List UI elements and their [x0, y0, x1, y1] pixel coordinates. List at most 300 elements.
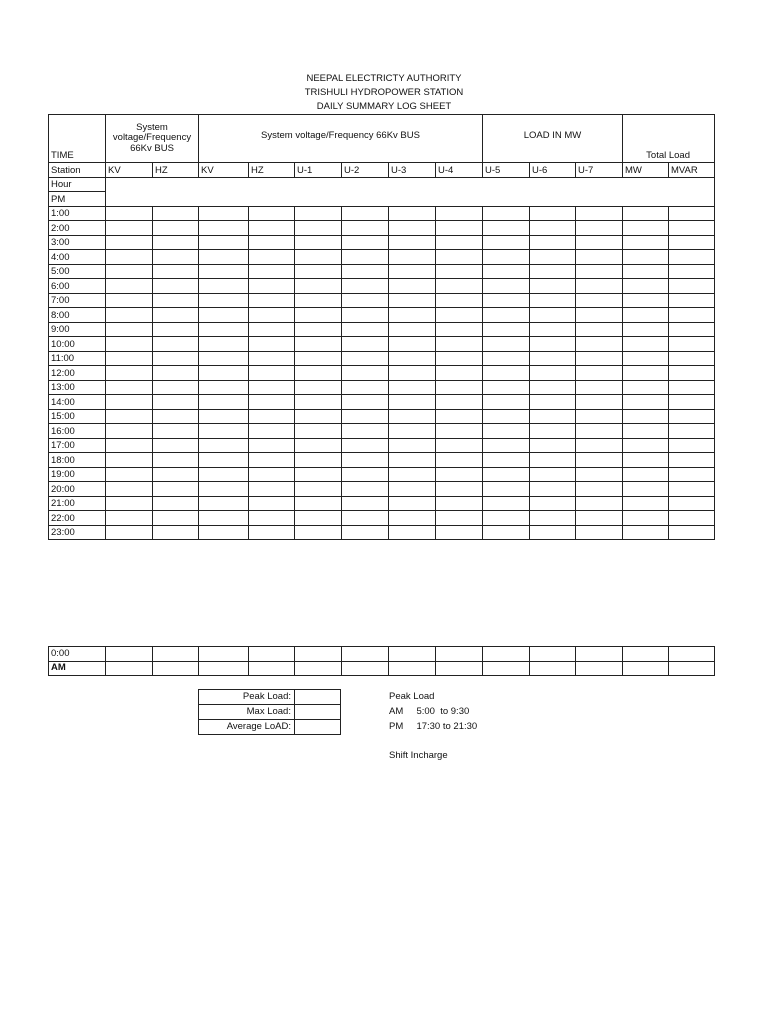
- log-cell[interactable]: [106, 351, 153, 366]
- log-cell[interactable]: [153, 395, 199, 410]
- log-cell[interactable]: [623, 511, 669, 526]
- max-load-value-field[interactable]: [295, 705, 341, 720]
- log-cell[interactable]: [483, 467, 530, 482]
- log-cell[interactable]: [342, 424, 389, 439]
- log-cell[interactable]: [106, 424, 153, 439]
- log-cell[interactable]: [199, 438, 249, 453]
- log-cell[interactable]: [199, 264, 249, 279]
- log-cell[interactable]: [576, 235, 623, 250]
- log-cell[interactable]: [530, 467, 576, 482]
- log-cell[interactable]: [436, 380, 483, 395]
- log-cell[interactable]: [106, 453, 153, 468]
- log-cell[interactable]: [576, 337, 623, 352]
- log-cell[interactable]: [669, 293, 715, 308]
- log-cell[interactable]: [436, 453, 483, 468]
- log-cell[interactable]: [106, 235, 153, 250]
- log-cell[interactable]: [389, 525, 436, 540]
- log-cell[interactable]: [295, 221, 342, 236]
- log-cell[interactable]: [106, 496, 153, 511]
- log-cell[interactable]: [530, 409, 576, 424]
- log-cell[interactable]: [623, 496, 669, 511]
- log-cell[interactable]: [576, 496, 623, 511]
- log-cell[interactable]: [623, 250, 669, 265]
- log-cell[interactable]: [623, 366, 669, 381]
- log-cell[interactable]: [623, 308, 669, 323]
- log-cell[interactable]: [389, 409, 436, 424]
- log-cell[interactable]: [249, 250, 295, 265]
- log-cell[interactable]: [389, 264, 436, 279]
- log-cell[interactable]: [249, 424, 295, 439]
- log-cell[interactable]: [199, 395, 249, 410]
- log-cell[interactable]: [623, 264, 669, 279]
- log-cell[interactable]: [483, 293, 530, 308]
- log-cell[interactable]: [199, 380, 249, 395]
- log-cell[interactable]: [530, 221, 576, 236]
- log-cell[interactable]: [389, 453, 436, 468]
- log-cell[interactable]: [342, 409, 389, 424]
- log-cell[interactable]: [153, 424, 199, 439]
- log-cell[interactable]: [669, 250, 715, 265]
- log-cell[interactable]: [483, 351, 530, 366]
- log-cell[interactable]: [483, 380, 530, 395]
- log-cell[interactable]: [623, 467, 669, 482]
- log-cell[interactable]: [576, 525, 623, 540]
- log-cell[interactable]: [199, 235, 249, 250]
- log-cell[interactable]: [295, 322, 342, 337]
- log-cell[interactable]: [106, 467, 153, 482]
- log-cell[interactable]: [199, 279, 249, 294]
- log-cell[interactable]: [199, 351, 249, 366]
- log-cell[interactable]: [295, 409, 342, 424]
- log-cell[interactable]: [342, 235, 389, 250]
- log-cell[interactable]: [530, 337, 576, 352]
- log-cell[interactable]: [436, 264, 483, 279]
- log-cell[interactable]: [153, 482, 199, 497]
- log-cell[interactable]: [153, 380, 199, 395]
- log-cell[interactable]: [342, 264, 389, 279]
- log-cell[interactable]: [576, 221, 623, 236]
- log-cell[interactable]: [576, 322, 623, 337]
- log-cell[interactable]: [342, 206, 389, 221]
- log-cell[interactable]: [530, 308, 576, 323]
- log-cell[interactable]: [199, 511, 249, 526]
- log-cell[interactable]: [106, 438, 153, 453]
- log-cell[interactable]: [153, 322, 199, 337]
- log-cell[interactable]: [295, 424, 342, 439]
- log-cell[interactable]: [389, 380, 436, 395]
- log-cell[interactable]: [199, 366, 249, 381]
- log-cell[interactable]: [669, 409, 715, 424]
- log-cell[interactable]: [106, 647, 153, 662]
- log-cell[interactable]: [342, 322, 389, 337]
- log-cell[interactable]: [342, 482, 389, 497]
- log-cell[interactable]: [106, 308, 153, 323]
- log-cell[interactable]: [623, 206, 669, 221]
- log-cell[interactable]: [342, 293, 389, 308]
- log-cell[interactable]: [669, 496, 715, 511]
- log-cell[interactable]: [436, 438, 483, 453]
- log-cell[interactable]: [436, 337, 483, 352]
- log-cell[interactable]: [576, 308, 623, 323]
- log-cell[interactable]: [576, 395, 623, 410]
- log-cell[interactable]: [576, 482, 623, 497]
- log-cell[interactable]: [483, 647, 530, 662]
- log-cell[interactable]: [249, 351, 295, 366]
- log-cell[interactable]: [436, 279, 483, 294]
- log-cell[interactable]: [249, 264, 295, 279]
- log-cell[interactable]: [623, 395, 669, 410]
- log-cell[interactable]: [295, 438, 342, 453]
- log-cell[interactable]: [295, 453, 342, 468]
- log-cell[interactable]: [295, 308, 342, 323]
- log-cell[interactable]: [530, 424, 576, 439]
- log-cell[interactable]: [623, 293, 669, 308]
- log-cell[interactable]: [295, 661, 342, 676]
- log-cell[interactable]: [483, 496, 530, 511]
- log-cell[interactable]: [106, 206, 153, 221]
- log-cell[interactable]: [106, 482, 153, 497]
- log-cell[interactable]: [106, 395, 153, 410]
- log-cell[interactable]: [153, 337, 199, 352]
- log-cell[interactable]: [530, 482, 576, 497]
- log-cell[interactable]: [436, 525, 483, 540]
- log-cell[interactable]: [530, 380, 576, 395]
- log-cell[interactable]: [153, 438, 199, 453]
- log-cell[interactable]: [249, 395, 295, 410]
- log-cell[interactable]: [199, 661, 249, 676]
- log-cell[interactable]: [342, 525, 389, 540]
- log-cell[interactable]: [389, 279, 436, 294]
- log-cell[interactable]: [295, 351, 342, 366]
- log-cell[interactable]: [342, 380, 389, 395]
- log-cell[interactable]: [295, 395, 342, 410]
- log-cell[interactable]: [436, 395, 483, 410]
- log-cell[interactable]: [342, 496, 389, 511]
- log-cell[interactable]: [249, 235, 295, 250]
- log-cell[interactable]: [153, 496, 199, 511]
- log-cell[interactable]: [576, 453, 623, 468]
- log-cell[interactable]: [389, 308, 436, 323]
- log-cell[interactable]: [295, 511, 342, 526]
- log-cell[interactable]: [623, 235, 669, 250]
- log-cell[interactable]: [623, 279, 669, 294]
- log-cell[interactable]: [623, 453, 669, 468]
- log-cell[interactable]: [389, 206, 436, 221]
- log-cell[interactable]: [389, 250, 436, 265]
- log-cell[interactable]: [483, 453, 530, 468]
- log-cell[interactable]: [576, 366, 623, 381]
- log-cell[interactable]: [249, 366, 295, 381]
- log-cell[interactable]: [436, 647, 483, 662]
- log-cell[interactable]: [576, 511, 623, 526]
- log-cell[interactable]: [249, 467, 295, 482]
- log-cell[interactable]: [623, 482, 669, 497]
- log-cell[interactable]: [106, 250, 153, 265]
- log-cell[interactable]: [106, 525, 153, 540]
- log-cell[interactable]: [199, 337, 249, 352]
- log-cell[interactable]: [342, 467, 389, 482]
- log-cell[interactable]: [199, 647, 249, 662]
- log-cell[interactable]: [623, 351, 669, 366]
- log-cell[interactable]: [389, 221, 436, 236]
- log-cell[interactable]: [530, 647, 576, 662]
- log-cell[interactable]: [669, 482, 715, 497]
- log-cell[interactable]: [342, 351, 389, 366]
- log-cell[interactable]: [249, 380, 295, 395]
- log-cell[interactable]: [342, 647, 389, 662]
- log-cell[interactable]: [153, 235, 199, 250]
- log-cell[interactable]: [530, 206, 576, 221]
- log-cell[interactable]: [576, 264, 623, 279]
- log-cell[interactable]: [436, 293, 483, 308]
- log-cell[interactable]: [389, 438, 436, 453]
- log-cell[interactable]: [106, 322, 153, 337]
- log-cell[interactable]: [295, 366, 342, 381]
- log-cell[interactable]: [389, 395, 436, 410]
- log-cell[interactable]: [576, 409, 623, 424]
- log-cell[interactable]: [669, 264, 715, 279]
- log-cell[interactable]: [249, 206, 295, 221]
- log-cell[interactable]: [199, 322, 249, 337]
- log-cell[interactable]: [153, 279, 199, 294]
- log-cell[interactable]: [199, 250, 249, 265]
- log-cell[interactable]: [669, 661, 715, 676]
- log-cell[interactable]: [623, 525, 669, 540]
- log-cell[interactable]: [295, 264, 342, 279]
- log-cell[interactable]: [342, 337, 389, 352]
- log-cell[interactable]: [249, 279, 295, 294]
- log-cell[interactable]: [295, 279, 342, 294]
- log-cell[interactable]: [106, 279, 153, 294]
- log-cell[interactable]: [342, 308, 389, 323]
- log-cell[interactable]: [153, 308, 199, 323]
- log-cell[interactable]: [342, 453, 389, 468]
- log-cell[interactable]: [389, 467, 436, 482]
- log-cell[interactable]: [199, 467, 249, 482]
- log-cell[interactable]: [530, 322, 576, 337]
- log-cell[interactable]: [295, 337, 342, 352]
- log-cell[interactable]: [389, 293, 436, 308]
- log-cell[interactable]: [199, 424, 249, 439]
- log-cell[interactable]: [199, 221, 249, 236]
- log-cell[interactable]: [623, 661, 669, 676]
- log-cell[interactable]: [530, 279, 576, 294]
- log-cell[interactable]: [153, 250, 199, 265]
- log-cell[interactable]: [483, 322, 530, 337]
- log-cell[interactable]: [199, 525, 249, 540]
- log-cell[interactable]: [483, 424, 530, 439]
- log-cell[interactable]: [153, 206, 199, 221]
- log-cell[interactable]: [106, 221, 153, 236]
- log-cell[interactable]: [342, 366, 389, 381]
- log-cell[interactable]: [249, 453, 295, 468]
- log-cell[interactable]: [669, 322, 715, 337]
- log-cell[interactable]: [669, 380, 715, 395]
- log-cell[interactable]: [623, 380, 669, 395]
- log-cell[interactable]: [436, 322, 483, 337]
- log-cell[interactable]: [436, 467, 483, 482]
- log-cell[interactable]: [199, 293, 249, 308]
- log-cell[interactable]: [295, 467, 342, 482]
- log-cell[interactable]: [249, 525, 295, 540]
- log-cell[interactable]: [576, 467, 623, 482]
- log-cell[interactable]: [342, 661, 389, 676]
- log-cell[interactable]: [530, 293, 576, 308]
- log-cell[interactable]: [436, 308, 483, 323]
- log-cell[interactable]: [295, 206, 342, 221]
- log-cell[interactable]: [249, 496, 295, 511]
- log-cell[interactable]: [669, 221, 715, 236]
- log-cell[interactable]: [576, 206, 623, 221]
- log-cell[interactable]: [530, 250, 576, 265]
- log-cell[interactable]: [199, 206, 249, 221]
- log-cell[interactable]: [436, 661, 483, 676]
- log-cell[interactable]: [483, 661, 530, 676]
- log-cell[interactable]: [436, 221, 483, 236]
- log-cell[interactable]: [342, 279, 389, 294]
- log-cell[interactable]: [669, 235, 715, 250]
- log-cell[interactable]: [342, 438, 389, 453]
- log-cell[interactable]: [576, 351, 623, 366]
- log-cell[interactable]: [389, 366, 436, 381]
- log-cell[interactable]: [295, 647, 342, 662]
- log-cell[interactable]: [436, 482, 483, 497]
- log-cell[interactable]: [623, 647, 669, 662]
- log-cell[interactable]: [389, 351, 436, 366]
- log-cell[interactable]: [249, 647, 295, 662]
- log-cell[interactable]: [249, 438, 295, 453]
- log-cell[interactable]: [106, 661, 153, 676]
- log-cell[interactable]: [483, 235, 530, 250]
- log-cell[interactable]: [669, 351, 715, 366]
- log-cell[interactable]: [483, 438, 530, 453]
- log-cell[interactable]: [295, 525, 342, 540]
- log-cell[interactable]: [483, 511, 530, 526]
- log-cell[interactable]: [436, 511, 483, 526]
- log-cell[interactable]: [623, 337, 669, 352]
- log-cell[interactable]: [483, 482, 530, 497]
- log-cell[interactable]: [483, 279, 530, 294]
- log-cell[interactable]: [669, 337, 715, 352]
- log-cell[interactable]: [669, 395, 715, 410]
- log-cell[interactable]: [436, 351, 483, 366]
- log-cell[interactable]: [153, 467, 199, 482]
- log-cell[interactable]: [483, 366, 530, 381]
- log-cell[interactable]: [483, 221, 530, 236]
- log-cell[interactable]: [153, 264, 199, 279]
- log-cell[interactable]: [249, 337, 295, 352]
- log-cell[interactable]: [153, 293, 199, 308]
- log-cell[interactable]: [249, 322, 295, 337]
- log-cell[interactable]: [153, 366, 199, 381]
- log-cell[interactable]: [623, 322, 669, 337]
- log-cell[interactable]: [669, 525, 715, 540]
- log-cell[interactable]: [436, 366, 483, 381]
- log-cell[interactable]: [530, 366, 576, 381]
- log-cell[interactable]: [295, 250, 342, 265]
- log-cell[interactable]: [106, 366, 153, 381]
- log-cell[interactable]: [436, 206, 483, 221]
- log-cell[interactable]: [153, 409, 199, 424]
- log-cell[interactable]: [295, 496, 342, 511]
- log-cell[interactable]: [199, 453, 249, 468]
- log-cell[interactable]: [576, 424, 623, 439]
- log-cell[interactable]: [576, 279, 623, 294]
- log-cell[interactable]: [483, 337, 530, 352]
- log-cell[interactable]: [669, 453, 715, 468]
- log-cell[interactable]: [389, 424, 436, 439]
- log-cell[interactable]: [106, 511, 153, 526]
- log-cell[interactable]: [106, 337, 153, 352]
- log-cell[interactable]: [389, 337, 436, 352]
- log-cell[interactable]: [530, 395, 576, 410]
- log-cell[interactable]: [436, 424, 483, 439]
- log-cell[interactable]: [669, 647, 715, 662]
- log-cell[interactable]: [576, 250, 623, 265]
- log-cell[interactable]: [530, 351, 576, 366]
- log-cell[interactable]: [153, 647, 199, 662]
- log-cell[interactable]: [623, 424, 669, 439]
- log-cell[interactable]: [623, 221, 669, 236]
- log-cell[interactable]: [389, 322, 436, 337]
- log-cell[interactable]: [576, 380, 623, 395]
- log-cell[interactable]: [249, 409, 295, 424]
- log-cell[interactable]: [436, 496, 483, 511]
- log-cell[interactable]: [106, 409, 153, 424]
- log-cell[interactable]: [295, 482, 342, 497]
- log-cell[interactable]: [153, 511, 199, 526]
- log-cell[interactable]: [530, 264, 576, 279]
- log-cell[interactable]: [669, 511, 715, 526]
- log-cell[interactable]: [483, 525, 530, 540]
- log-cell[interactable]: [153, 221, 199, 236]
- log-cell[interactable]: [530, 511, 576, 526]
- log-cell[interactable]: [576, 293, 623, 308]
- log-cell[interactable]: [530, 438, 576, 453]
- log-cell[interactable]: [199, 308, 249, 323]
- log-cell[interactable]: [389, 647, 436, 662]
- log-cell[interactable]: [342, 250, 389, 265]
- log-cell[interactable]: [623, 438, 669, 453]
- log-cell[interactable]: [436, 235, 483, 250]
- log-cell[interactable]: [342, 221, 389, 236]
- log-cell[interactable]: [669, 279, 715, 294]
- log-cell[interactable]: [199, 409, 249, 424]
- log-cell[interactable]: [249, 308, 295, 323]
- log-cell[interactable]: [389, 496, 436, 511]
- log-cell[interactable]: [483, 395, 530, 410]
- log-cell[interactable]: [249, 482, 295, 497]
- log-cell[interactable]: [295, 235, 342, 250]
- log-cell[interactable]: [669, 424, 715, 439]
- log-cell[interactable]: [576, 647, 623, 662]
- log-cell[interactable]: [249, 293, 295, 308]
- log-cell[interactable]: [436, 250, 483, 265]
- log-cell[interactable]: [436, 409, 483, 424]
- log-cell[interactable]: [483, 206, 530, 221]
- log-cell[interactable]: [249, 661, 295, 676]
- log-cell[interactable]: [530, 496, 576, 511]
- log-cell[interactable]: [483, 250, 530, 265]
- peak-load-value-field[interactable]: [295, 690, 341, 705]
- log-cell[interactable]: [106, 380, 153, 395]
- log-cell[interactable]: [389, 482, 436, 497]
- log-cell[interactable]: [530, 235, 576, 250]
- log-cell[interactable]: [342, 511, 389, 526]
- average-load-value-field[interactable]: [295, 720, 341, 735]
- log-cell[interactable]: [295, 380, 342, 395]
- log-cell[interactable]: [295, 293, 342, 308]
